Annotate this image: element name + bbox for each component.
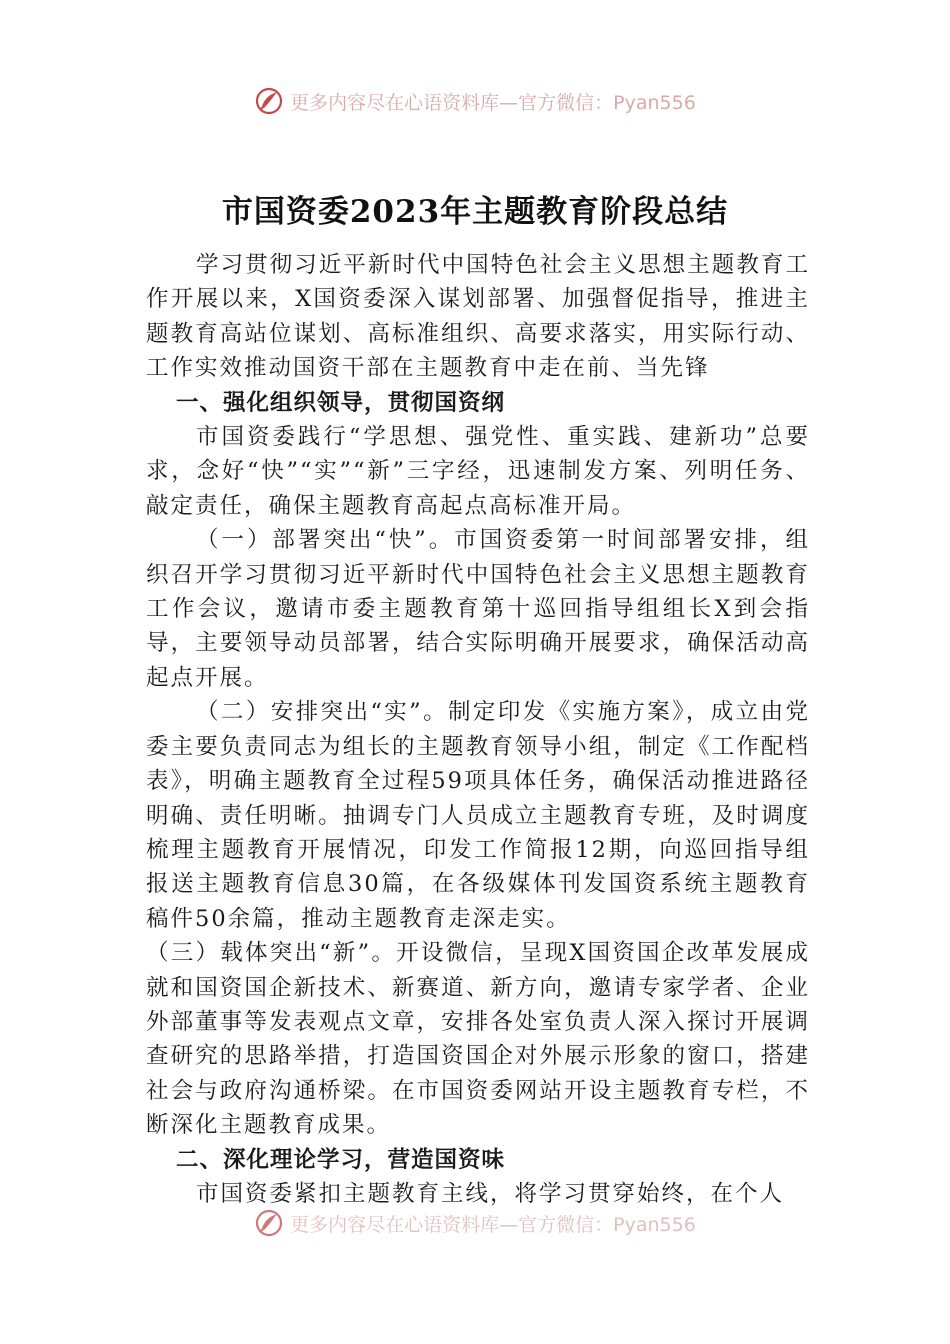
brush-logo-icon xyxy=(254,86,284,116)
document-body xyxy=(146,248,810,1211)
watermark-text: 更多内容尽在心语资料库—官方微信：Pyan556 xyxy=(290,91,696,114)
subsection-2-paragraph: （二）安排突出“实”。制定印发《实施方案》，成立由党委主要负责同志为组长的主题教育领导小组，制定《工作配档表》，明确主题教育全过程59项具体任务，确保活动推进路径明确、责任明晰。抽调专门人员成立主题教育专班，及时调度梳理主题教育开展情况，印发工作简报12期，向巡回指导组报送主题教育信息30篇，在各级媒体刊发国资系统主题教育稿件50余篇，推动主题教育走深走实。 xyxy=(146,699,810,932)
subsection-1-paragraph: （一）部署突出“快”。市国资委第一时间部署安排，组织召开学习贯彻习近平新时代中国特色社会主义思想主题教育工作会议，邀请市委主题教育第十巡回指导组组长X到会指导，主要领导动员部署，结合实际明确开展要求，确保活动高起点开展。 xyxy=(146,527,810,691)
document-title: 市国资委2023年主题教育阶段总结 xyxy=(221,194,729,230)
section-heading-1: 一、强化组织领导，贯彻国资纲 xyxy=(176,389,506,416)
section-2-paragraph: 市国资委紧扣主题教育主线，将学习贯穿始终，在个人 xyxy=(196,1180,785,1207)
brush-logo-icon xyxy=(254,1208,284,1238)
watermark-text: 更多内容尽在心语资料库—官方微信：Pyan556 xyxy=(290,1213,696,1236)
watermark-footer xyxy=(0,1208,950,1238)
section-heading-2: 二、深化理论学习，营造国资味 xyxy=(176,1146,506,1173)
subsection-3-paragraph: （三）载体突出“新”。开设微信，呈现X国资国企改革发展成就和国资国企新技术、新赛道、新方向，邀请专家学者、企业外部董事等发表观点文章，安排各处室负责人深入探讨开展调查研究的思路举措，打造国资国企对外展示形象的窗口，搭建社会与政府沟通桥梁。在市国资委网站开设主题教育专栏，不断深化主题教育成果。 xyxy=(146,940,810,1139)
section-1-paragraph: 市国资委践行“学思想、强党性、重实践、建新功”总要求，念好“快”“实”“新”三字经，迅速制发方案、列明任务、敲定责任，确保主题教育高起点高标准开局。 xyxy=(146,424,810,519)
intro-paragraph: 学习贯彻习近平新时代中国特色社会主义思想主题教育工作开展以来，X国资委深入谋划部署、加强督促指导，推进主题教育高站位谋划、高标准组织、高要求落实，用实际行动、工作实效推动国资干部在主题教育中走在前、当先锋 xyxy=(146,252,810,382)
watermark-header xyxy=(0,86,950,116)
